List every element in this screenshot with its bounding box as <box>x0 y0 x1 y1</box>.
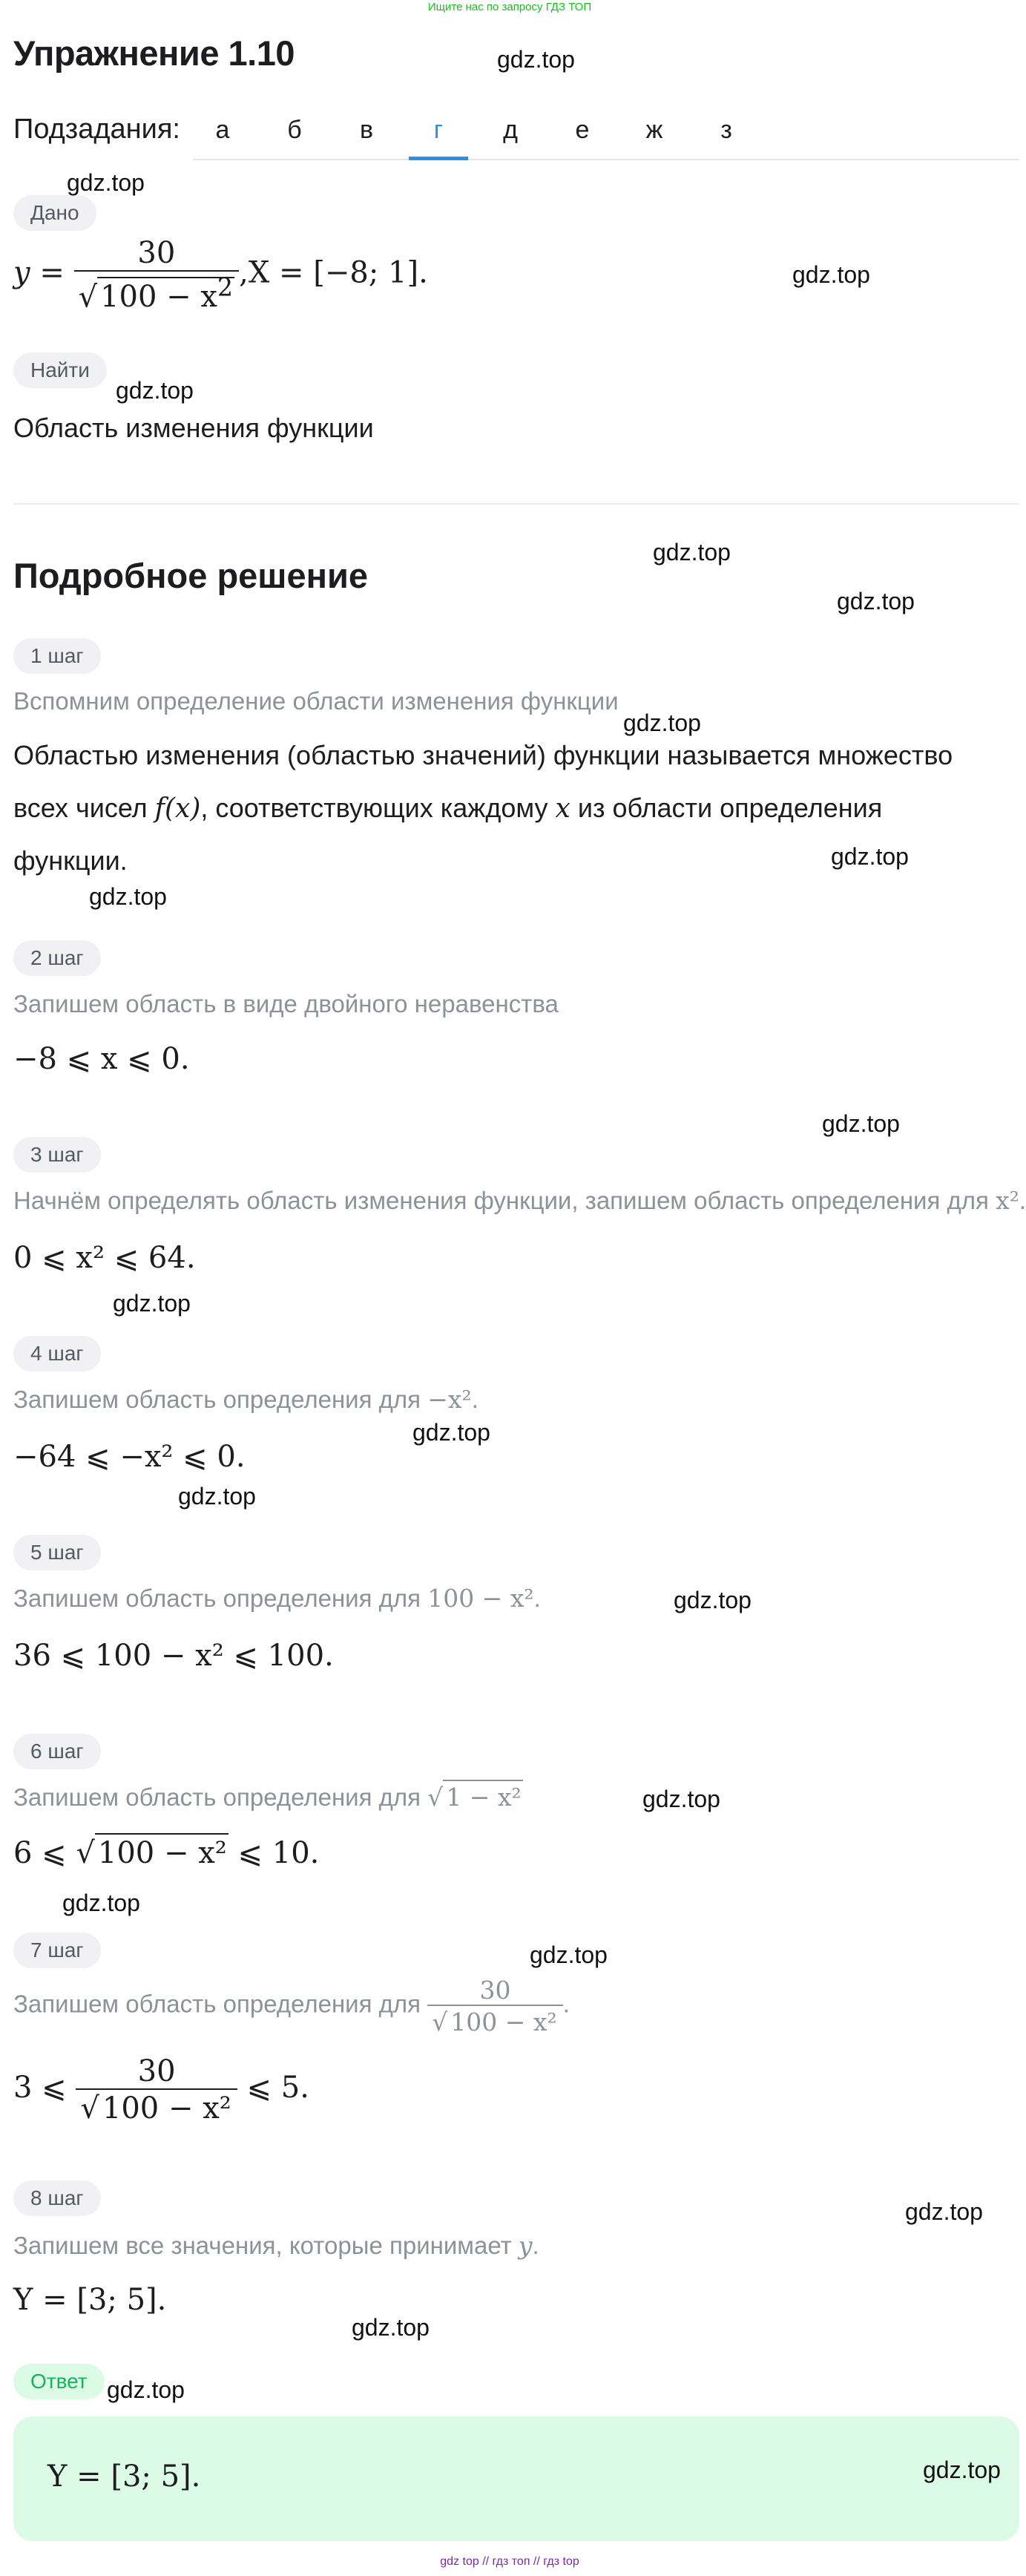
step-6-math-post: ⩽ 10. <box>228 1836 320 1870</box>
subtask-tabs <box>193 104 1019 160</box>
watermark: gdz.top <box>178 1483 256 1510</box>
step-7-math-frac: $\frac{30}{\text{√ 100 − x²}}$ <box>76 2054 237 2126</box>
watermark: gdz.top <box>792 261 870 288</box>
step-5-hint-math: 100 − x² <box>427 1584 534 1613</box>
watermark: gdz.top <box>674 1587 752 1613</box>
find-text: Область изменения функции <box>13 413 374 443</box>
step-5-chip: 5 шаг <box>13 1535 101 1570</box>
step-7-hint <box>13 1976 570 2036</box>
step-4-hint-math: −x² <box>427 1385 472 1414</box>
step-4-hint-tail: . <box>471 1386 479 1413</box>
tab-e[interactable]: е <box>575 116 590 144</box>
step-1-line-3: функции. <box>13 845 128 876</box>
step-5-hint <box>13 1584 541 1613</box>
step-8-hint <box>13 2231 539 2260</box>
step-4-math: −64 ⩽ −x² ⩽ 0. <box>13 1440 246 1474</box>
step-3-hint-tail: . <box>1019 1187 1026 1214</box>
step-7-hint-frac: $\frac{30}{\text{√ 100 − x²}}$ <box>427 1976 563 2036</box>
tab-z[interactable]: з <box>720 116 732 144</box>
step-8-hint-math: y <box>518 2231 533 2260</box>
watermark: gdz.top <box>642 1786 720 1812</box>
solution-title: Подробное решение <box>13 556 369 595</box>
step-1-hint: Вспомним определение области изменения функции <box>13 687 619 715</box>
watermark: gdz.top <box>837 588 915 614</box>
step-7-math-pre: 3 ⩽ <box>13 2071 76 2105</box>
step-6-hint-sqrt: √ 1 − x² <box>427 1783 523 1812</box>
watermark: gdz.top <box>822 1110 900 1137</box>
step-7-chip: 7 шаг <box>13 1933 101 1968</box>
watermark: gdz.top <box>831 843 909 870</box>
given-chip: Дано <box>13 195 96 231</box>
step-1-line-2-c: из области определения <box>570 793 883 823</box>
watermark: gdz.top <box>623 709 701 736</box>
answer-math: Y = [3; 5]. <box>47 2459 201 2494</box>
step-3-chip: 3 шаг <box>13 1137 101 1173</box>
step-4-hint <box>13 1385 479 1414</box>
step-7-hint-tail: . <box>562 1990 570 2018</box>
step-1-line-2-fx: f(x) <box>154 793 201 824</box>
given-lhs: y <box>13 255 30 290</box>
given-formula: y = $\frac{30}{√ 100 - x^2}$ ,X = [−8; 1]. <box>13 236 428 315</box>
step-6-math: 6 ⩽ √ 100 − x² ⩽ 10. <box>13 1836 319 1870</box>
answer-box <box>13 2416 1019 2541</box>
step-5-math: 36 ⩽ 100 − x² ⩽ 100. <box>13 1639 334 1673</box>
watermark: gdz.top <box>497 46 575 73</box>
given-frac-den-text: 100 − x <box>100 280 217 315</box>
step-7-math <box>13 2054 309 2126</box>
step-8-math: Y = [3; 5]. <box>13 2283 167 2317</box>
tab-g[interactable]: г <box>409 104 468 160</box>
tab-b[interactable]: б <box>287 116 302 144</box>
given-frac-den-exp: 2 <box>217 273 234 302</box>
step-6-hint-text: Запишем область определения для <box>13 1783 428 1811</box>
watermark: gdz.top <box>113 1290 191 1317</box>
section-divider <box>13 503 1019 505</box>
step-6-hint <box>13 1783 523 1812</box>
step-7-hint-text: Запишем область определения для <box>13 1990 428 2018</box>
watermark: gdz.top <box>923 2457 1001 2483</box>
watermark: gdz.top <box>412 1419 490 1446</box>
search-banner: Ищите нас по запросу ГДЗ ТОП <box>427 1 592 13</box>
given-frac-num: 30 <box>137 236 176 270</box>
watermark: gdz.top <box>116 377 194 404</box>
step-3-hint-math: x² <box>996 1186 1019 1215</box>
step-1-line-2-x: x <box>555 793 570 824</box>
step-6-math-rad: 100 − x² <box>95 1833 228 1870</box>
step-4-chip: 4 шаг <box>13 1336 101 1371</box>
watermark: gdz.top <box>67 169 145 196</box>
step-3-hint-text: Начнём определять область изменения функции, запишем область определения для <box>13 1187 996 1214</box>
page-title: Упражнение 1.10 <box>13 33 295 73</box>
given-fraction <box>74 236 240 314</box>
step-8-hint-tail: . <box>532 2232 539 2259</box>
tab-d[interactable]: д <box>503 116 518 144</box>
watermark: gdz.top <box>530 1941 608 1968</box>
step-1-line-2-a: всех чисел <box>13 793 155 823</box>
step-7-math-post: ⩽ 5. <box>237 2071 309 2105</box>
step-5-hint-tail: . <box>533 1584 541 1612</box>
watermark: gdz.top <box>107 2376 185 2403</box>
given-frac-den: √ $100 - x^2$ <box>74 270 240 314</box>
watermark: gdz.top <box>905 2198 983 2225</box>
given-tail: ,X = [−8; 1]. <box>239 255 428 290</box>
tab-v[interactable]: в <box>359 116 374 144</box>
watermark: gdz.top <box>62 1890 140 1916</box>
watermark: gdz.top <box>89 883 167 910</box>
footer: gdz top // гдз топ // гдз top <box>440 2555 579 2568</box>
tab-a[interactable]: а <box>215 116 230 144</box>
step-8-hint-text: Запишем все значения, которые принимает <box>13 2232 519 2259</box>
step-1-line-1: Областью изменения (областью значений) функции называется множество <box>13 740 953 770</box>
step-8-chip: 8 шаг <box>13 2180 101 2216</box>
step-3-math: 0 ⩽ x² ⩽ 64. <box>13 1241 196 1275</box>
subtasks-label: Подзадания: <box>13 114 180 145</box>
answer-chip: Ответ <box>13 2364 105 2399</box>
step-5-hint-text: Запишем область определения для <box>13 1584 428 1612</box>
step-1-line-2-b: , соответствующих каждому <box>200 793 556 823</box>
step-6-chip: 6 шаг <box>13 1734 101 1769</box>
step-2-chip: 2 шаг <box>13 940 101 976</box>
step-6-math-pre: 6 ⩽ <box>13 1836 76 1870</box>
watermark: gdz.top <box>653 539 731 566</box>
step-2-hint: Запишем область в виде двойного неравенства <box>13 990 559 1017</box>
watermark: gdz.top <box>352 2314 430 2341</box>
tab-zh[interactable]: ж <box>645 116 663 144</box>
step-1-line-2 <box>13 793 882 824</box>
step-1-chip: 1 шаг <box>13 638 101 674</box>
step-3-hint <box>13 1186 1026 1215</box>
step-4-hint-text: Запишем область определения для <box>13 1386 428 1413</box>
find-chip: Найти <box>13 353 107 388</box>
step-2-math: −8 ⩽ x ⩽ 0. <box>13 1042 190 1076</box>
